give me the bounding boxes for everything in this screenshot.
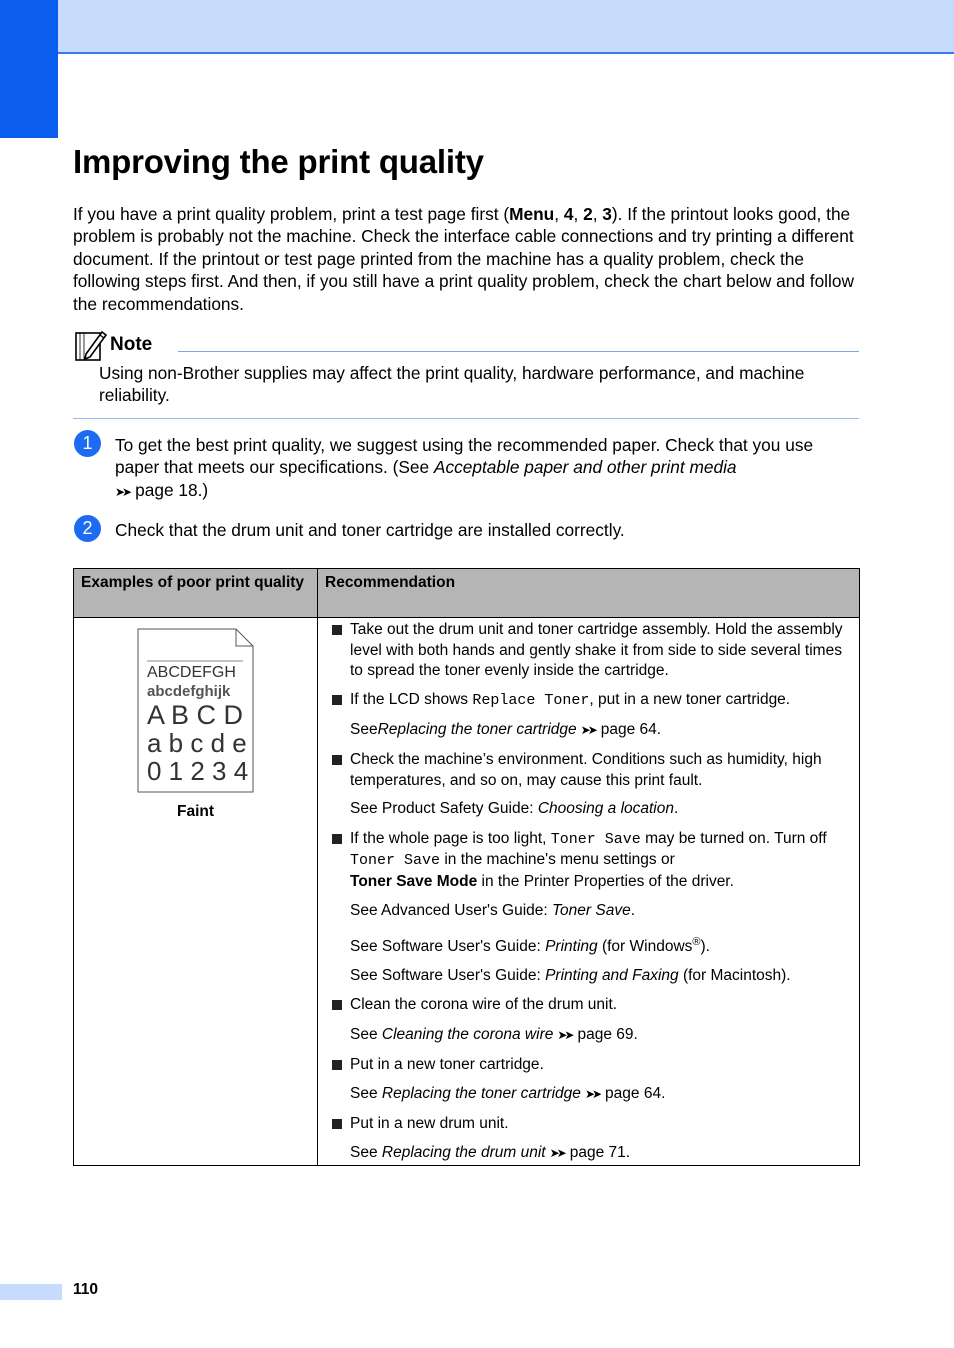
step-1-reference: Acceptable paper and other print media	[433, 457, 737, 478]
header-recommendation: Recommendation	[325, 574, 456, 591]
arrow-icon: ➤➤	[115, 484, 130, 499]
step-number-2: 2	[74, 515, 101, 542]
rec-reference: See Cleaning the corona wire ➤➤ page 69.	[350, 1026, 638, 1044]
arrow-icon: ➤➤	[557, 1028, 572, 1043]
rec-reference: See Replacing the drum unit ➤➤ page 71.	[350, 1144, 631, 1162]
recommendation-list	[332, 620, 854, 1164]
rec-item: If the LCD shows Replace Toner, put in a new toner cartridge.	[332, 690, 854, 712]
page-number: 110	[73, 1281, 99, 1298]
chapter-tab	[0, 0, 58, 138]
note-title: Note	[110, 334, 153, 355]
step-number-1: 1	[74, 430, 101, 457]
square-bullet-icon	[332, 1000, 342, 1010]
note-pencil-icon	[74, 328, 108, 362]
sample-line-4: a b c d e	[147, 728, 247, 758]
square-bullet-icon	[332, 834, 342, 844]
rec-reference: See Software User's Guide: Printing (for Windows®).	[350, 936, 710, 956]
step-text-2: Check that the drum unit and toner cartridge are installed correctly.	[115, 520, 625, 540]
intro-paragraph: If you have a print quality problem, print a test page first (Menu, 4, 2, 3). If the printout looks good, the problem is probably not the machine. Check the interface cable connections and try printing a different document. If the printout or test page printed from the machine has a quality problem, check the following steps first. And then, if you still have a print quality problem, check the chart below and follow the recommendations.	[73, 204, 854, 314]
rec-reference: See Product Safety Guide: Choosing a location.	[350, 800, 679, 818]
arrow-icon: ➤➤	[580, 723, 595, 738]
note-bottom-divider	[73, 418, 859, 419]
sample-line-2: abcdefghijk	[147, 683, 231, 700]
square-bullet-icon	[332, 625, 342, 635]
arrow-icon: ➤➤	[549, 1146, 564, 1161]
header-band	[0, 0, 954, 54]
rec-reference: See Replacing the toner cartridge ➤➤ page 64.	[350, 1085, 666, 1103]
rec-reference: See Advanced User's Guide: Toner Save.	[350, 901, 636, 919]
square-bullet-icon	[332, 755, 342, 765]
page-title: Improving the print quality	[73, 143, 484, 180]
rec-item: Take out the drum unit and toner cartridge assembly. Hold the assembly level with both hands and gently shake it from side to side several times to spread the toner evenly inside the cartridge.	[332, 620, 854, 682]
note-body: Using non-Brother supplies may affect the print quality, hardware performance, and machine reliability.	[99, 363, 805, 406]
page-number-tab	[0, 1284, 62, 1300]
square-bullet-icon	[332, 1060, 342, 1070]
square-bullet-icon	[332, 695, 342, 705]
sample-caption: Faint	[176, 803, 215, 820]
rec-reference: See Software User's Guide: Printing and Faxing (for Macintosh).	[350, 966, 791, 984]
arrow-icon: ➤➤	[584, 1087, 600, 1102]
rec-item: Check the machine’s environment. Conditions such as humidity, high temperatures, and so on, may cause this print fault.	[332, 750, 854, 791]
sample-line-3: A B C D	[147, 700, 244, 730]
faint-sample-image	[137, 628, 254, 793]
sample-line-5: 0 1 2 3 4	[147, 756, 249, 786]
rec-item: Put in a new toner cartridge.	[332, 1055, 854, 1076]
rec-reference: SeeReplacing the toner cartridge ➤➤ page 64.	[350, 721, 662, 739]
rec-item: Put in a new drum unit.	[332, 1114, 854, 1135]
rec-item: Clean the corona wire of the drum unit.	[332, 995, 854, 1016]
rec-item: If the whole page is too light, Toner Save may be turned on. Turn off Toner Save in the machine's menu settings or Toner Save Mode in the Printer Properties of the driver.	[332, 829, 854, 893]
note-divider	[178, 351, 859, 352]
menu-key: Menu	[509, 204, 555, 224]
print-quality-table	[73, 568, 860, 1166]
column-divider	[317, 569, 318, 1165]
sample-line-1: ABCDEFGH	[147, 664, 236, 681]
step-text-1: To get the best print quality, we suggest using the recommended paper. Check that you use paper that meets our specifications. (See Acceptable paper and other print media ➤➤ page 18.)	[115, 435, 814, 500]
square-bullet-icon	[332, 1119, 342, 1129]
header-examples: Examples of poor print quality	[81, 574, 305, 591]
lcd-message: Replace Toner	[472, 691, 590, 709]
table-header	[74, 569, 859, 618]
